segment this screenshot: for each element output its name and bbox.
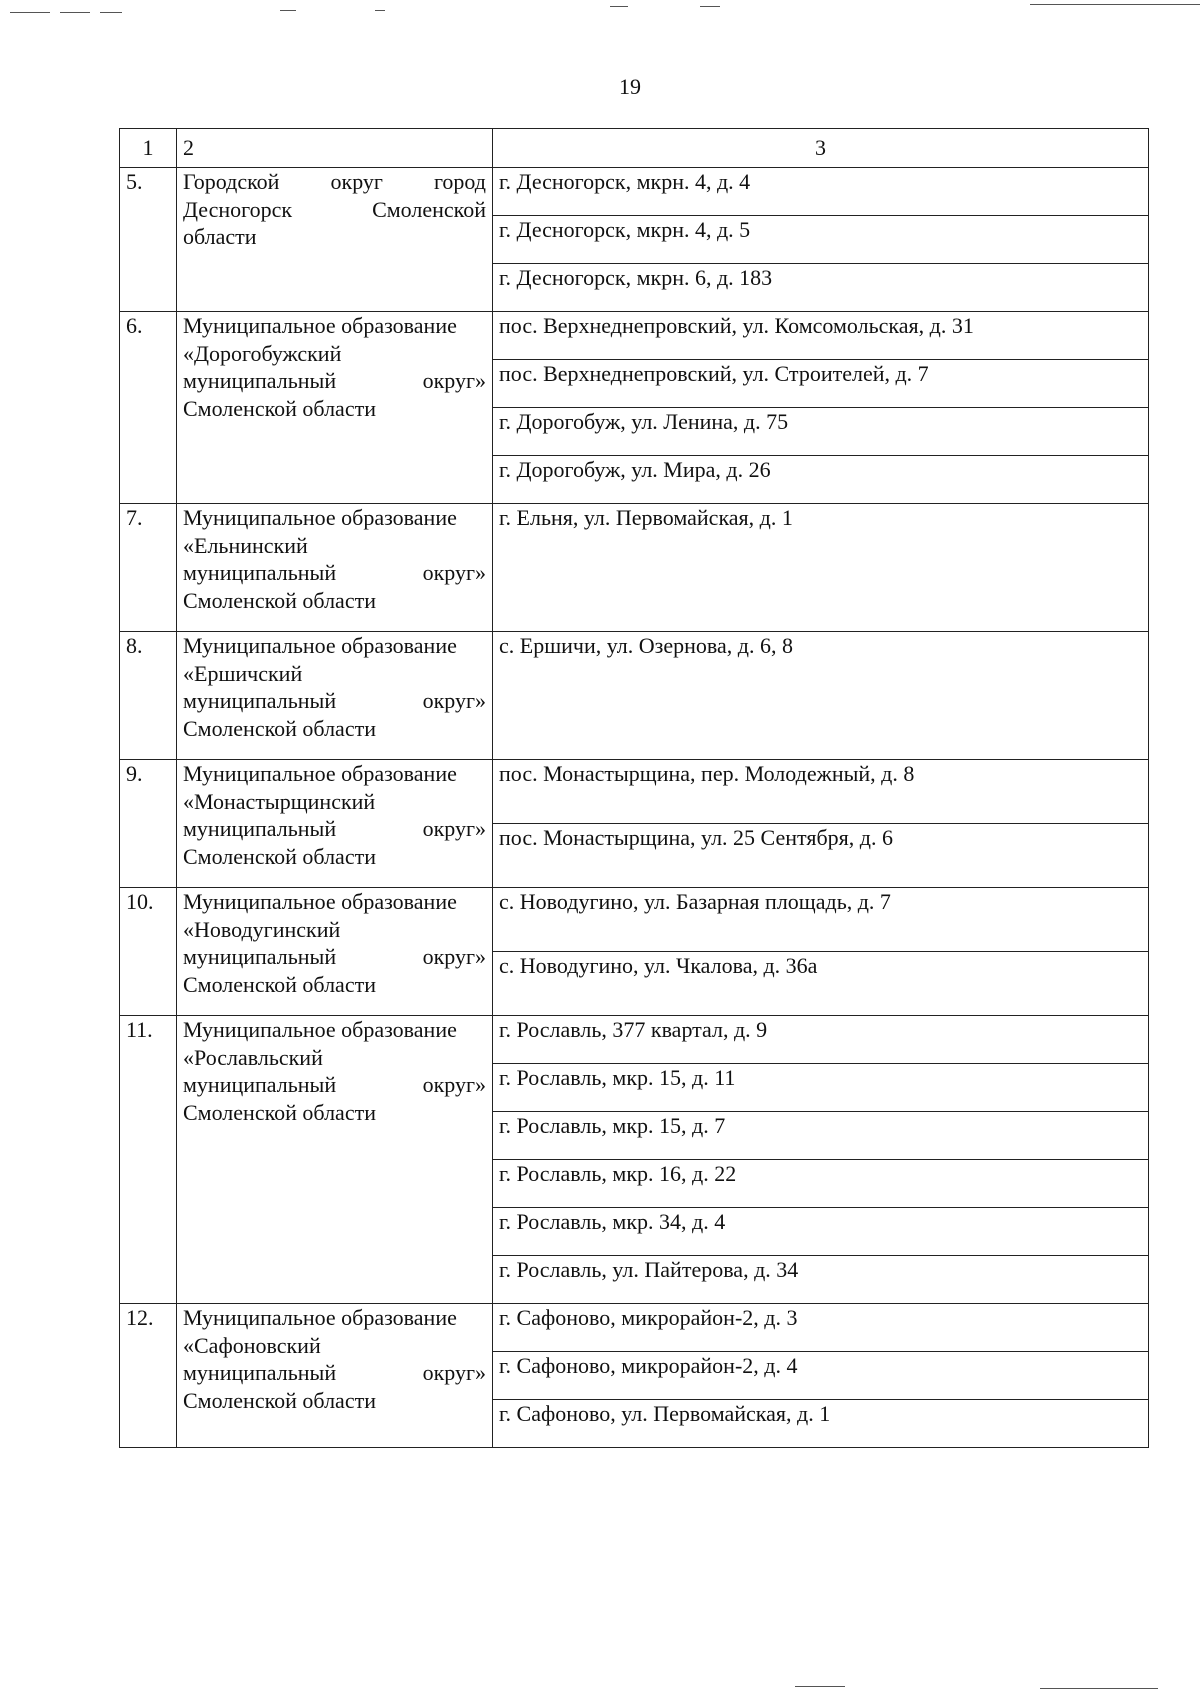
address-cell: г. Сафоново, микрорайон-2, д. 4	[493, 1352, 1149, 1400]
name-line	[183, 587, 486, 615]
table-row	[120, 888, 1149, 952]
name-word: Муниципальное образование	[183, 633, 457, 658]
name-line	[183, 687, 486, 715]
name-line	[183, 223, 486, 251]
table-row	[120, 1304, 1149, 1352]
name-word: муниципальный	[183, 368, 337, 393]
scan-artifact	[700, 6, 720, 7]
name-word: Десногорск	[183, 196, 293, 222]
address-cell: г. Ельня, ул. Первомайская, д. 1	[493, 504, 1149, 632]
name-line	[183, 815, 486, 843]
name-word: округ»	[422, 560, 486, 585]
name-word: округ»	[422, 944, 486, 969]
name-word: «Новодугинский	[183, 916, 341, 942]
name-word: Муниципальное образование	[183, 761, 457, 786]
address-cell: г. Рославль, мкр. 15, д. 11	[493, 1064, 1149, 1112]
table-row	[120, 760, 1149, 824]
address-cell: с. Новодугино, ул. Базарная площадь, д. 7	[493, 888, 1149, 952]
name-word: Смоленской области	[183, 587, 376, 613]
address-cell: г. Десногорск, мкрн. 6, д. 183	[493, 264, 1149, 312]
municipality-name	[177, 1304, 493, 1448]
table-header-row	[120, 129, 1149, 168]
name-word: «Монастырщинский	[183, 788, 376, 814]
name-line	[183, 715, 486, 743]
name-word: области	[183, 224, 257, 249]
name-word: муниципальный	[183, 1360, 337, 1385]
name-word: округ»	[422, 1072, 486, 1097]
name-line	[183, 1044, 486, 1072]
name-word: Муниципальное образование	[183, 313, 457, 338]
name-line	[183, 340, 486, 368]
address-cell: г. Дорогобуж, ул. Мира, д. 26	[493, 456, 1149, 504]
row-number: 9.	[120, 760, 177, 888]
name-word: муниципальный	[183, 688, 337, 713]
name-line	[183, 632, 486, 660]
address-cell: г. Сафоново, ул. Первомайская, д. 1	[493, 1400, 1149, 1448]
scan-artifact	[375, 10, 385, 11]
name-word: Муниципальное образование	[183, 889, 457, 914]
name-line	[183, 916, 486, 944]
name-line	[183, 888, 486, 916]
name-line	[183, 660, 486, 688]
address-cell: г. Десногорск, мкрн. 4, д. 5	[493, 216, 1149, 264]
name-word: Муниципальное образование	[183, 1305, 457, 1330]
name-word: Смоленской области	[183, 395, 376, 421]
name-word: муниципальный	[183, 560, 337, 585]
name-line	[183, 196, 486, 224]
header-cell: 1	[120, 129, 177, 168]
name-word: округ	[330, 169, 383, 194]
row-number: 5.	[120, 168, 177, 312]
municipality-name	[177, 1016, 493, 1304]
name-line	[183, 312, 486, 340]
row-number: 10.	[120, 888, 177, 1016]
name-line	[183, 168, 486, 196]
name-word: муниципальный	[183, 816, 337, 841]
locations-table	[119, 128, 1149, 1448]
name-line	[183, 1016, 486, 1044]
name-word: округ»	[422, 688, 486, 713]
address-cell: г. Рославль, ул. Пайтерова, д. 34	[493, 1256, 1149, 1304]
name-word: Смоленской области	[183, 1387, 376, 1413]
row-number: 11.	[120, 1016, 177, 1304]
name-word: Смоленской	[372, 196, 486, 222]
address-cell: г. Рославль, мкр. 34, д. 4	[493, 1208, 1149, 1256]
name-line	[183, 559, 486, 587]
name-word: Смоленской области	[183, 971, 376, 997]
name-line	[183, 1359, 486, 1387]
address-cell: г. Дорогобуж, ул. Ленина, д. 75	[493, 408, 1149, 456]
name-word: муниципальный	[183, 944, 337, 969]
address-cell: г. Рославль, мкр. 15, д. 7	[493, 1112, 1149, 1160]
name-word: округ»	[422, 816, 486, 841]
municipality-name	[177, 888, 493, 1016]
scan-artifact	[100, 12, 122, 13]
name-word: Смоленской области	[183, 715, 376, 741]
name-word: «Дорогобужский	[183, 340, 342, 366]
municipality-name	[177, 632, 493, 760]
table-row	[120, 632, 1149, 760]
name-line	[183, 395, 486, 423]
header-cell: 3	[493, 129, 1149, 168]
scan-artifact	[280, 10, 296, 11]
address-cell: г. Рославль, мкр. 16, д. 22	[493, 1160, 1149, 1208]
name-word: Смоленской области	[183, 843, 376, 869]
address-cell: пос. Верхнеднепровский, ул. Комсомольская, д. 31	[493, 312, 1149, 360]
name-line	[183, 788, 486, 816]
name-line	[183, 1387, 486, 1415]
table-row	[120, 312, 1149, 360]
name-word: муниципальный	[183, 1072, 337, 1097]
name-word: «Сафоновский	[183, 1332, 321, 1358]
header-cell: 2	[177, 129, 493, 168]
address-cell: пос. Монастырщина, ул. 25 Сентября, д. 6	[493, 824, 1149, 888]
row-number: 12.	[120, 1304, 177, 1448]
row-number: 7.	[120, 504, 177, 632]
name-word: «Ершичский	[183, 660, 303, 686]
address-cell: с. Новодугино, ул. Чкалова, д. 36а	[493, 952, 1149, 1016]
scan-artifact	[60, 12, 90, 13]
name-word: округ»	[422, 368, 486, 393]
table-row	[120, 168, 1149, 216]
scan-artifact	[1030, 4, 1200, 5]
name-word: Муниципальное образование	[183, 505, 457, 530]
municipality-name	[177, 760, 493, 888]
address-cell: с. Ершичи, ул. Озернова, д. 6, 8	[493, 632, 1149, 760]
name-line	[183, 1071, 486, 1099]
row-number: 8.	[120, 632, 177, 760]
name-line	[183, 504, 486, 532]
row-number: 6.	[120, 312, 177, 504]
scan-artifact	[610, 6, 628, 7]
name-line	[183, 1099, 486, 1127]
address-cell: пос. Верхнеднепровский, ул. Строителей, д. 7	[493, 360, 1149, 408]
municipality-name	[177, 168, 493, 312]
page-number: 19	[619, 74, 641, 99]
name-line	[183, 760, 486, 788]
scan-artifact	[10, 12, 50, 13]
table-row	[120, 1016, 1149, 1064]
name-line	[183, 971, 486, 999]
name-line	[183, 1304, 486, 1332]
municipality-name	[177, 504, 493, 632]
name-word: округ»	[422, 1360, 486, 1385]
name-line	[183, 532, 486, 560]
scan-artifact	[1040, 1688, 1158, 1689]
address-cell: г. Десногорск, мкрн. 4, д. 4	[493, 168, 1149, 216]
table-row	[120, 504, 1149, 632]
address-cell: пос. Монастырщина, пер. Молодежный, д. 8	[493, 760, 1149, 824]
address-cell: г. Сафоново, микрорайон-2, д. 3	[493, 1304, 1149, 1352]
name-line	[183, 367, 486, 395]
name-word: «Ельнинский	[183, 532, 308, 558]
address-cell: г. Рославль, 377 квартал, д. 9	[493, 1016, 1149, 1064]
name-word: «Рославльский	[183, 1044, 323, 1070]
name-word: Городской	[183, 169, 280, 194]
name-line	[183, 843, 486, 871]
name-word: Смоленской области	[183, 1099, 376, 1125]
scan-artifact	[795, 1686, 845, 1687]
name-word: город	[433, 169, 486, 194]
name-line	[183, 1332, 486, 1360]
name-word: Муниципальное образование	[183, 1017, 457, 1042]
municipality-name	[177, 312, 493, 504]
name-line	[183, 943, 486, 971]
